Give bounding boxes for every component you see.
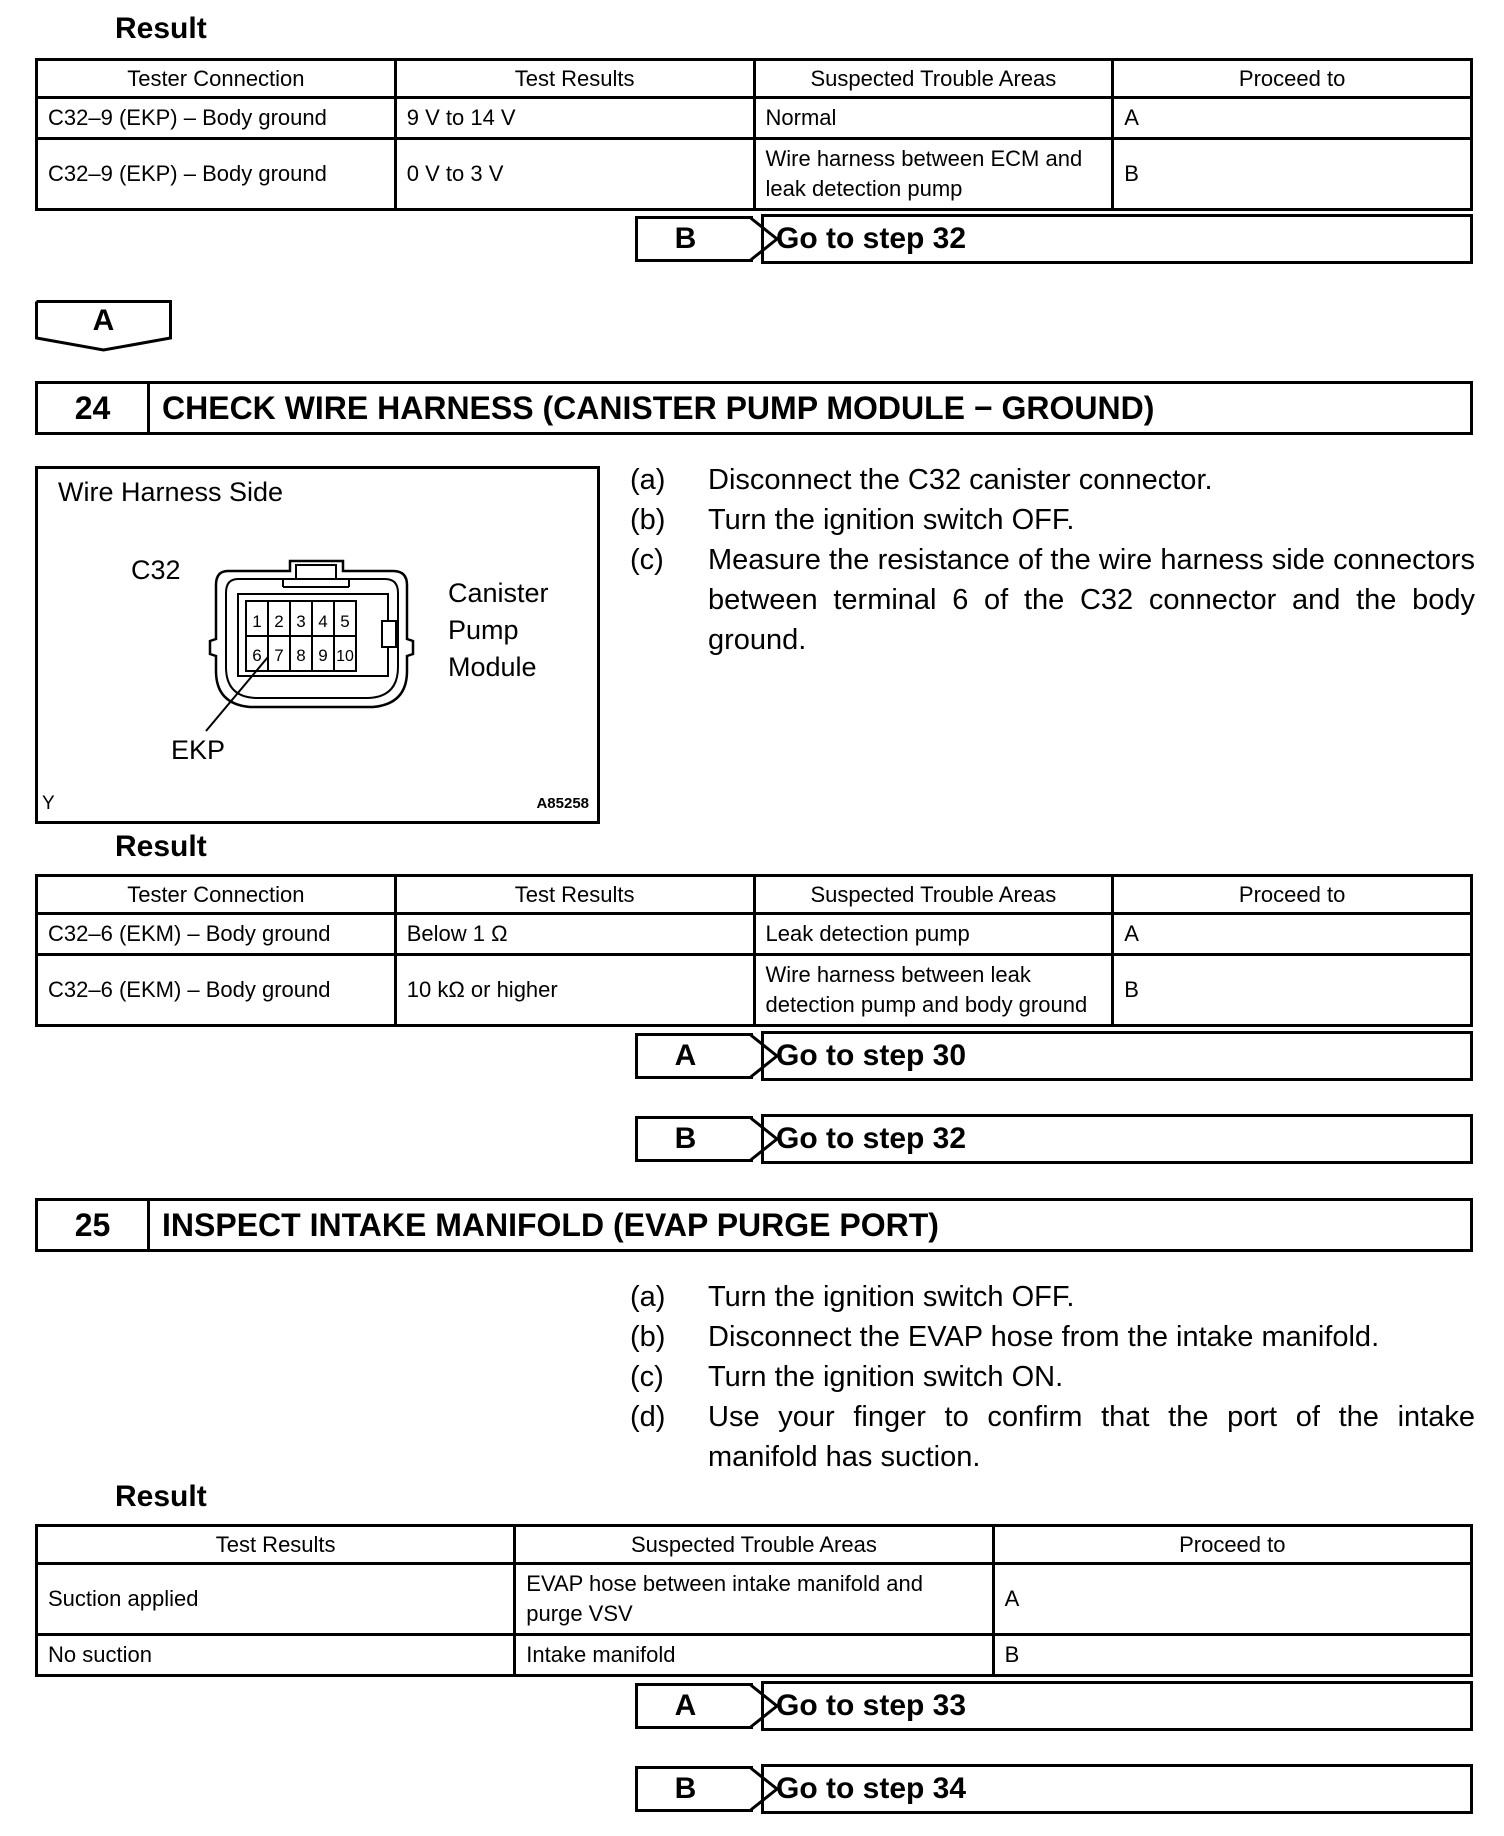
corner-label: Y — [42, 793, 55, 814]
goto-b-tab[interactable] — [635, 1116, 753, 1162]
table-cell: Wire harness between ECM and leak detection pump — [754, 139, 1113, 210]
result-heading: Result — [115, 12, 207, 45]
ekp-label: EKP — [171, 735, 226, 765]
table-cell: 10 kΩ or higher — [395, 955, 754, 1026]
table-cell: Leak detection pump — [754, 914, 1113, 955]
table-row — [37, 139, 1472, 210]
table-cell: B — [1113, 955, 1472, 1026]
pin-label: 10 — [336, 648, 354, 665]
goto-a-tab[interactable] — [635, 1033, 753, 1079]
column-header: Test Results — [395, 60, 754, 98]
goto-step-33-button[interactable]: Go to step 33 — [761, 1681, 1473, 1731]
table-header-row — [37, 1526, 1472, 1564]
table-cell: Wire harness between leak detection pump and body ground — [754, 955, 1113, 1026]
goto-step-34-button[interactable]: Go to step 34 — [761, 1764, 1473, 1814]
column-header: Test Results — [395, 876, 754, 914]
instruction-item: (c) Measure the resistance of the wire harness side connectors between terminal 6 of the C32 connector and the body ground. — [630, 544, 1475, 656]
table-row — [37, 955, 1472, 1026]
table-cell: B — [993, 1635, 1471, 1676]
step-title: INSPECT INTAKE MANIFOLD (EVAP PURGE PORT) — [162, 1206, 939, 1243]
table-row — [37, 1635, 1472, 1676]
step-title: CHECK WIRE HARNESS (CANISTER PUMP MODULE − GROUND) — [162, 389, 1155, 426]
goto-step-32-button[interactable]: Go to step 32 — [761, 1114, 1473, 1164]
table-cell: EVAP hose between intake manifold and purge VSV — [515, 1564, 993, 1635]
goto-b-tab[interactable] — [635, 1766, 753, 1812]
column-header: Suspected Trouble Areas — [515, 1526, 993, 1564]
table-header-row — [37, 876, 1472, 914]
table-cell: C32–6 (EKM) – Body ground — [37, 955, 396, 1026]
pin-label: 4 — [318, 612, 328, 631]
step-number: 25 — [38, 1201, 150, 1249]
instruction-item: (b) Turn the ignition switch OFF. — [630, 504, 1075, 536]
proceed-a-label: A — [92, 304, 115, 337]
result-table-25 — [35, 1524, 1473, 1677]
step-24-instructions — [630, 460, 1475, 660]
pin-label: 3 — [296, 612, 306, 631]
goto-letter: B — [674, 1122, 697, 1155]
table-cell: A — [993, 1564, 1471, 1635]
column-header: Tester Connection — [37, 876, 396, 914]
step-25-header — [35, 1198, 1473, 1252]
table-cell: C32–9 (EKP) – Body ground — [37, 139, 396, 210]
goto-b-tab[interactable] — [635, 216, 753, 262]
step-24-header — [35, 381, 1473, 435]
table-cell: A — [1113, 98, 1472, 139]
step-25-instructions — [630, 1277, 1475, 1477]
column-header: Suspected Trouble Areas — [754, 876, 1113, 914]
result-table-24 — [35, 874, 1473, 1027]
connector-diagram — [35, 466, 600, 824]
instruction-item: (a) Turn the ignition switch OFF. — [630, 1281, 1075, 1313]
result-table-23 — [35, 58, 1473, 211]
table-cell: No suction — [37, 1635, 515, 1676]
goto-step-32-button[interactable]: Go to step 32 — [761, 214, 1473, 264]
table-cell: C32–9 (EKP) – Body ground — [37, 98, 396, 139]
pin-label: 5 — [340, 612, 350, 631]
instruction-item: (d) Use your finger to confirm that the port of the intake manifold has suction. — [630, 1401, 1475, 1473]
connector-label: C32 — [131, 555, 181, 585]
table-cell: B — [1113, 139, 1472, 210]
table-cell: 9 V to 14 V — [395, 98, 754, 139]
table-cell: 0 V to 3 V — [395, 139, 754, 210]
result-heading: Result — [115, 1480, 207, 1513]
figure-id: A85258 — [536, 795, 589, 812]
instruction-item: (a) Disconnect the C32 canister connector. — [630, 464, 1213, 496]
goto-letter: A — [674, 1039, 697, 1072]
table-cell: Suction applied — [37, 1564, 515, 1635]
table-row — [37, 914, 1472, 955]
pin-label: 8 — [296, 646, 306, 665]
goto-a-tab[interactable] — [635, 1683, 753, 1729]
table-row — [37, 98, 1472, 139]
table-cell: Intake manifold — [515, 1635, 993, 1676]
column-header: Proceed to — [993, 1526, 1471, 1564]
table-cell: A — [1113, 914, 1472, 955]
instruction-item: (b) Disconnect the EVAP hose from the intake manifold. — [630, 1321, 1380, 1353]
pin-label: 1 — [252, 612, 262, 631]
table-header-row — [37, 60, 1472, 98]
goto-step-30-button[interactable]: Go to step 30 — [761, 1031, 1473, 1081]
column-header: Test Results — [37, 1526, 515, 1564]
table-cell: Below 1 Ω — [395, 914, 754, 955]
table-cell: Normal — [754, 98, 1113, 139]
pin-label: 6 — [252, 646, 262, 665]
module-label: Canister Pump Module — [448, 578, 549, 682]
result-heading: Result — [115, 830, 207, 863]
pin-label: 9 — [318, 646, 328, 665]
instruction-item: (c) Turn the ignition switch ON. — [630, 1361, 1064, 1393]
column-header: Tester Connection — [37, 60, 396, 98]
column-header: Suspected Trouble Areas — [754, 60, 1113, 98]
goto-letter: B — [674, 1772, 697, 1805]
step-number: 24 — [38, 384, 150, 432]
table-cell: C32–6 (EKM) – Body ground — [37, 914, 396, 955]
connector-icon — [38, 469, 598, 821]
pin-label: 7 — [274, 646, 284, 665]
table-row — [37, 1564, 1472, 1635]
goto-letter: B — [674, 222, 697, 255]
goto-letter: A — [674, 1689, 697, 1722]
column-header: Proceed to — [1113, 60, 1472, 98]
proceed-a-tab[interactable] — [35, 300, 172, 352]
column-header: Proceed to — [1113, 876, 1472, 914]
diagram-heading: Wire Harness Side — [58, 477, 284, 507]
pin-label: 2 — [274, 612, 284, 631]
